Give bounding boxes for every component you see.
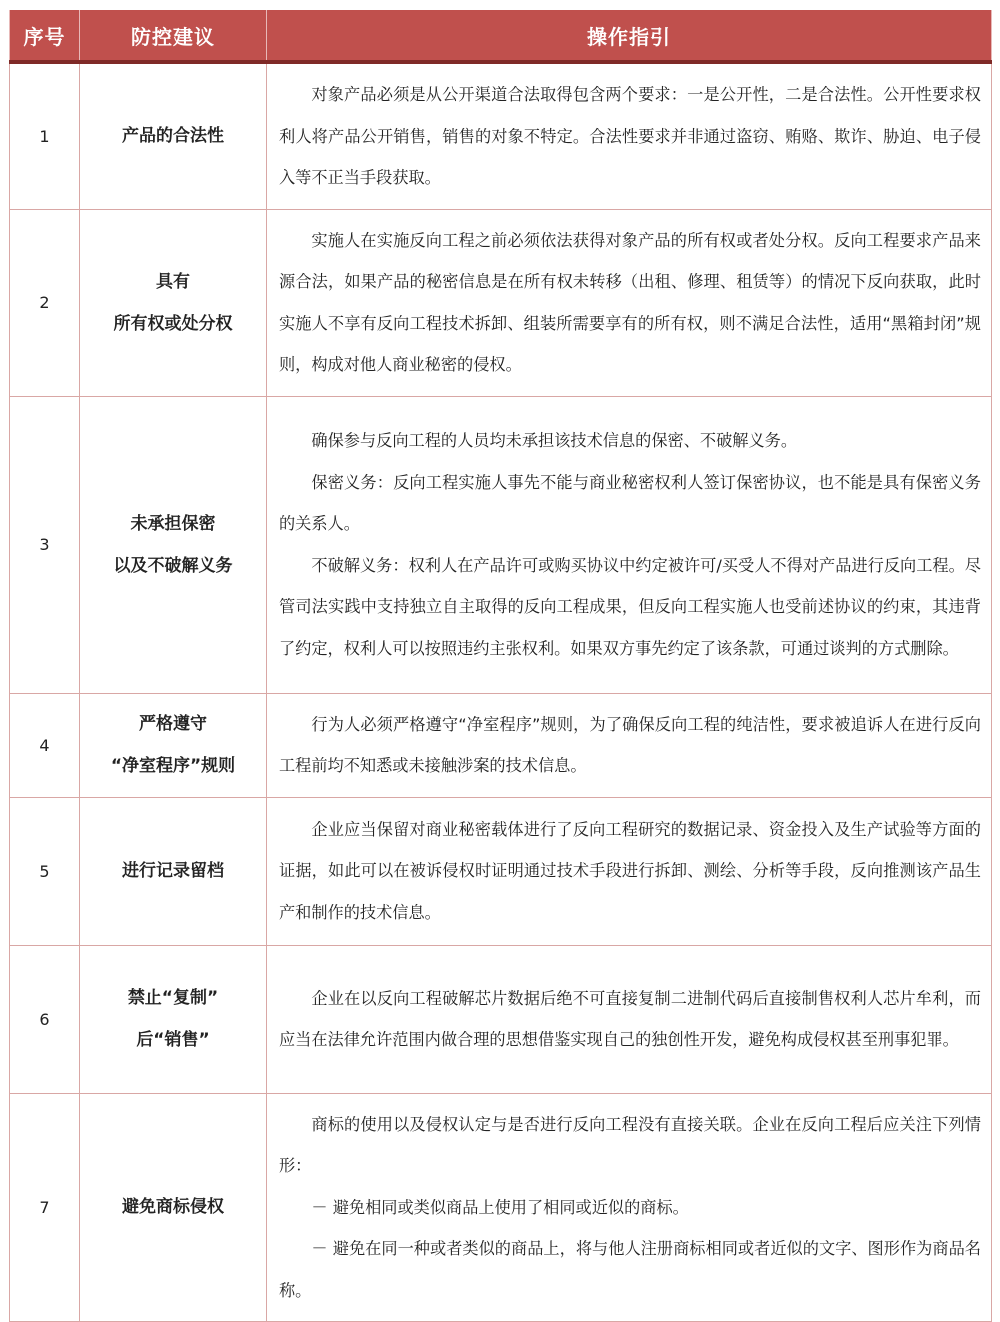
advice-line: 进行记录留档 bbox=[122, 861, 224, 881]
guidance-table bbox=[9, 10, 992, 1322]
guide-paragraph: 商标的使用以及侵权认定与是否进行反向工程没有直接关联。企业在反向工程后应关注下列情形： bbox=[279, 1114, 981, 1175]
guide-paragraph: 保密义务：反向工程实施人事先不能与商业秘密权利人签订保密协议，也不能是具有保密义务的关系人。 bbox=[279, 472, 981, 533]
row-number: 1 bbox=[10, 62, 80, 209]
advice-cell bbox=[80, 209, 267, 396]
guide-cell bbox=[267, 797, 992, 945]
row-number: 7 bbox=[10, 1093, 80, 1322]
table-body bbox=[10, 62, 992, 1322]
table-row bbox=[10, 693, 992, 797]
row-number: 6 bbox=[10, 945, 80, 1093]
table-row bbox=[10, 209, 992, 396]
guide-bullet: － 避免相同或类似商品上使用了相同或近似的商标。 bbox=[311, 1197, 689, 1217]
advice-line: 避免商标侵权 bbox=[122, 1197, 224, 1218]
table-header bbox=[10, 10, 992, 62]
advice-cell bbox=[80, 396, 267, 693]
row-number: 2 bbox=[10, 209, 80, 396]
guide-cell bbox=[267, 62, 992, 209]
guide-paragraph: 行为人必须严格遵守“净室程序”规则，为了确保反向工程的纯洁性，要求被追诉人在进行反向工程前均不知悉或未接触涉案的技术信息。 bbox=[279, 714, 981, 775]
advice-line: 以及不破解义务 bbox=[113, 555, 233, 576]
guide-cell bbox=[267, 396, 992, 693]
advice-line: 产品的合法性 bbox=[122, 126, 224, 147]
advice-line: 禁止“复制” bbox=[127, 988, 219, 1008]
guide-bullet: － 避免在同一种或者类似的商品上，将与他人注册商标相同或者近似的文字、图形作为商品名称。 bbox=[279, 1239, 981, 1300]
guide-paragraph: 对象产品必须是从公开渠道合法取得包含两个要求：一是公开性，二是合法性。公开性要求权利人将产品公开销售，销售的对象不特定。合法性要求并非通过盗窃、贿赂、欺诈、胁迫、电子侵入等不正当手段获取。 bbox=[279, 85, 981, 187]
guide-paragraph: 确保参与反向工程的人员均未承担该技术信息的保密、不破解义务。 bbox=[311, 431, 798, 450]
header-advice: 防控建议 bbox=[80, 10, 267, 62]
guide-cell bbox=[267, 209, 992, 396]
guide-paragraph: 不破解义务：权利人在产品许可或购买协议中约定被许可/买受人不得对产品进行反向工程。尽管司法实践中支持独立自主取得的反向工程成果，但反向工程实施人也受前述协议的约束，其违背了约定，权利人可以按照违约主张权利。如果双方事先约定了该条款，可通过谈判的方式删除。 bbox=[279, 555, 981, 658]
advice-line: 所有权或处分权 bbox=[113, 313, 233, 334]
row-number: 4 bbox=[10, 693, 80, 797]
advice-cell bbox=[80, 62, 267, 209]
advice-line: 具有 bbox=[156, 271, 190, 292]
table-container bbox=[9, 10, 991, 1322]
guide-paragraph: 企业应当保留对商业秘密载体进行了反向工程研究的数据记录、资金投入及生产试验等方面的证据，如此可以在被诉侵权时证明通过技术手段进行拆卸、测绘、分析等手段，反向推测该产品生产和制作的技术信息。 bbox=[279, 819, 981, 922]
guide-cell bbox=[267, 693, 992, 797]
advice-line: “净室程序”规则 bbox=[110, 756, 236, 776]
guide-paragraph: 实施人在实施反向工程之前必须依法获得对象产品的所有权或者处分权。反向工程要求产品来源合法，如果产品的秘密信息是在所有权未转移（出租、修理、租赁等）的情况下反向获取，此时实施人不享有反向工程技术拆卸、组装所需要享有的所有权，则不满足合法性，适用“黑箱封闭”规则，构成对他人商业秘密的侵权。 bbox=[279, 230, 981, 374]
advice-line: 未承担保密 bbox=[130, 513, 216, 534]
guide-paragraph: 企业在以反向工程破解芯片数据后绝不可直接复制二进制代码后直接制售权利人芯片牟利，而应当在法律允许范围内做合理的思想借鉴实现自己的独创性开发，避免构成侵权甚至刑事犯罪。 bbox=[279, 988, 981, 1049]
table-row bbox=[10, 945, 992, 1093]
table-row bbox=[10, 797, 992, 945]
row-number: 3 bbox=[10, 396, 80, 693]
guide-cell bbox=[267, 1093, 992, 1322]
advice-line: 严格遵守 bbox=[139, 714, 207, 734]
table-row bbox=[10, 396, 992, 693]
advice-cell bbox=[80, 1093, 267, 1322]
header-guide: 操作指引 bbox=[267, 10, 992, 62]
table-row bbox=[10, 1093, 992, 1322]
advice-cell bbox=[80, 797, 267, 945]
table-row bbox=[10, 62, 992, 209]
advice-cell bbox=[80, 945, 267, 1093]
advice-cell bbox=[80, 693, 267, 797]
guide-cell bbox=[267, 945, 992, 1093]
advice-line: 后“销售” bbox=[136, 1030, 210, 1050]
header-num: 序号 bbox=[10, 10, 80, 62]
row-number: 5 bbox=[10, 797, 80, 945]
